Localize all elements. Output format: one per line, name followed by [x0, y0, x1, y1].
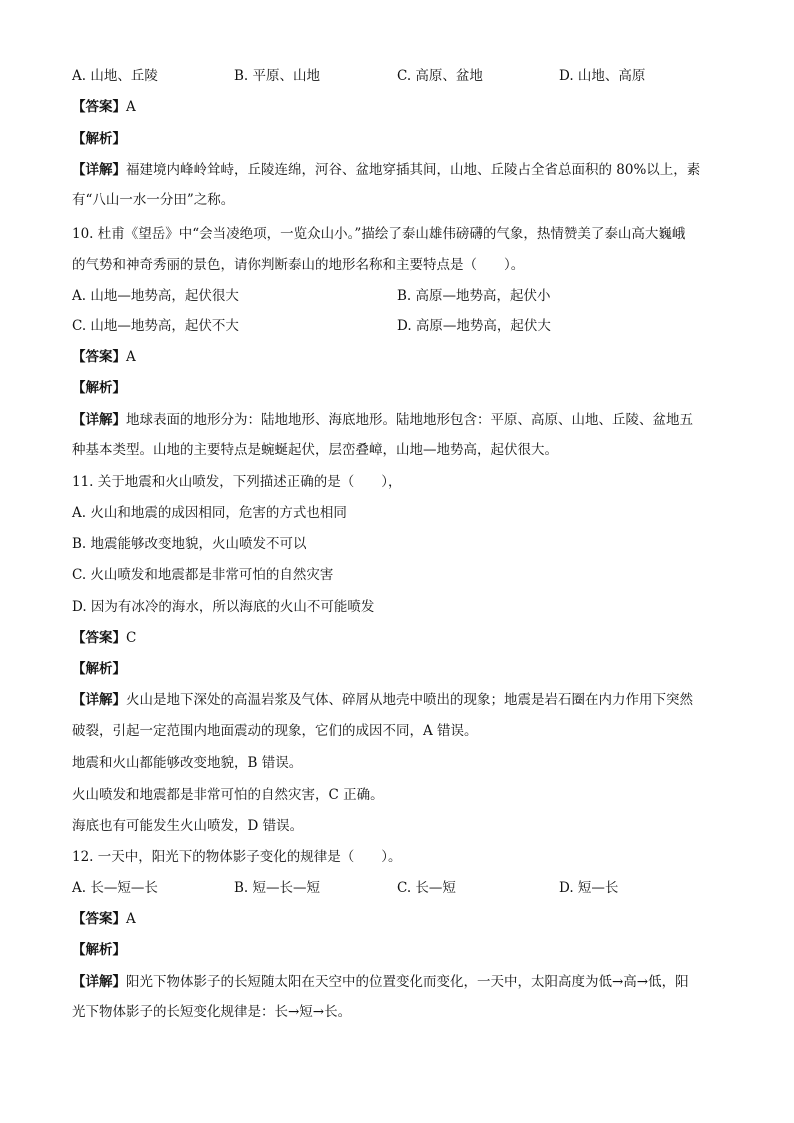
q10-option-a: A. 山地—地势高，起伏很大 [72, 288, 239, 304]
q12-detail-line-2: 光下物体影子的长短变化规律是：长→短→长。 [72, 1004, 352, 1020]
q10-answer [72, 348, 722, 366]
analysis-tag: 【解析】 [72, 380, 126, 396]
q11-detail-line-2: 破裂，引起一定范围内地面震动的现象，它们的成因不同，A 错误。 [72, 723, 478, 739]
q9-detail-line-2: 有“八山一水一分田”之称。 [72, 192, 235, 208]
q11-option-d: D. 因为有冰冷的海水，所以海底的火山不可能喷发 [72, 599, 375, 615]
analysis-tag: 【解析】 [72, 131, 126, 147]
q11-option-b: B. 地震能够改变地貌，火山喷发不可以 [72, 536, 307, 552]
q9-option-d: D. 山地、高原 [559, 68, 646, 84]
q12-option-c: C. 长—短 [397, 880, 456, 896]
q9-option-c: C. 高原、盆地 [397, 68, 483, 84]
q11-option-c: C. 火山喷发和地震都是非常可怕的自然灾害 [72, 567, 334, 583]
detail-text: 地球表面的地形分为：陆地地形、海底地形。陆地地形包含：平原、高原、山地、丘陵、盆地五 [126, 412, 693, 428]
detail-text: 福建境内峰岭耸峙，丘陵连绵，河谷、盆地穿插其间，山地、丘陵占全省总面积的 80%以上，素 [126, 162, 701, 178]
q10-detail-line-1 [72, 411, 722, 429]
answer-value: A [126, 99, 136, 115]
q11-answer [72, 629, 722, 647]
detail-tag: 【详解】 [72, 412, 126, 428]
analysis-tag: 【解析】 [72, 661, 126, 677]
q12-stem: 12. 一天中，阳光下的物体影子变化的规律是（ ）。 [72, 849, 402, 865]
q11-detail-line-3: 地震和火山都能够改变地貌，B 错误。 [72, 755, 303, 771]
q10-option-d: D. 高原—地势高，起伏大 [397, 318, 551, 334]
detail-tag: 【详解】 [72, 692, 126, 708]
q11-analysis-tag [72, 660, 722, 678]
answer-tag: 【答案】 [72, 99, 126, 115]
detail-tag: 【详解】 [72, 974, 126, 990]
answer-tag: 【答案】 [72, 911, 126, 927]
detail-tag: 【详解】 [72, 162, 126, 178]
q12-detail-line-1 [72, 973, 722, 991]
answer-tag: 【答案】 [72, 349, 126, 365]
detail-text: 火山是地下深处的高温岩浆及气体、碎屑从地壳中喷出的现象；地震是岩石圈在内力作用下突然 [126, 692, 693, 708]
q10-stem-line-2: 的气势和神奇秀丽的景色，请你判断泰山的地形名称和主要特点是（ ）。 [72, 257, 525, 273]
q11-option-a: A. 火山和地震的成因相同，危害的方式也相同 [72, 505, 347, 521]
answer-value: A [126, 349, 136, 365]
q11-detail-line-1 [72, 691, 722, 709]
q9-analysis-tag [72, 130, 722, 148]
q12-option-a: A. 长—短—长 [72, 880, 158, 896]
q9-option-a: A. 山地、丘陵 [72, 68, 158, 84]
analysis-tag: 【解析】 [72, 942, 126, 958]
answer-value: A [126, 911, 136, 927]
detail-text: 阳光下物体影子的长短随太阳在天空中的位置变化而变化，一天中，太阳高度为低→高→低，阳 [126, 974, 689, 990]
q9-answer [72, 98, 722, 116]
answer-value: C [126, 630, 137, 646]
q11-stem: 11. 关于地震和火山喷发，下列描述正确的是（ ）， [72, 474, 402, 490]
q10-detail-line-2: 种基本类型。山地的主要特点是蜿蜒起伏，层峦叠嶂，山地—地势高，起伏很大。 [72, 442, 558, 458]
q11-detail-line-5: 海底也有可能发生火山喷发，D 错误。 [72, 818, 304, 834]
q12-answer [72, 910, 722, 928]
q12-analysis-tag [72, 941, 722, 959]
answer-tag: 【答案】 [72, 630, 126, 646]
q9-detail-line-1 [72, 161, 722, 179]
q10-option-c: C. 山地—地势高，起伏不大 [72, 318, 239, 334]
q9-option-b: B. 平原、山地 [234, 68, 321, 84]
q10-option-b: B. 高原—地势高，起伏小 [397, 288, 551, 304]
q10-stem-line-1: 10. 杜甫《望岳》中“会当凌绝项，一览众山小。”描绘了泰山雄伟磅礴的气象，热情赞美了泰山高大巍峨 [72, 226, 686, 242]
q12-option-d: D. 短—长 [559, 880, 619, 896]
q12-option-b: B. 短—长—短 [234, 880, 321, 896]
q11-detail-line-4: 火山喷发和地震都是非常可怕的自然灾害，C 正确。 [72, 787, 384, 803]
q10-analysis-tag [72, 379, 722, 397]
